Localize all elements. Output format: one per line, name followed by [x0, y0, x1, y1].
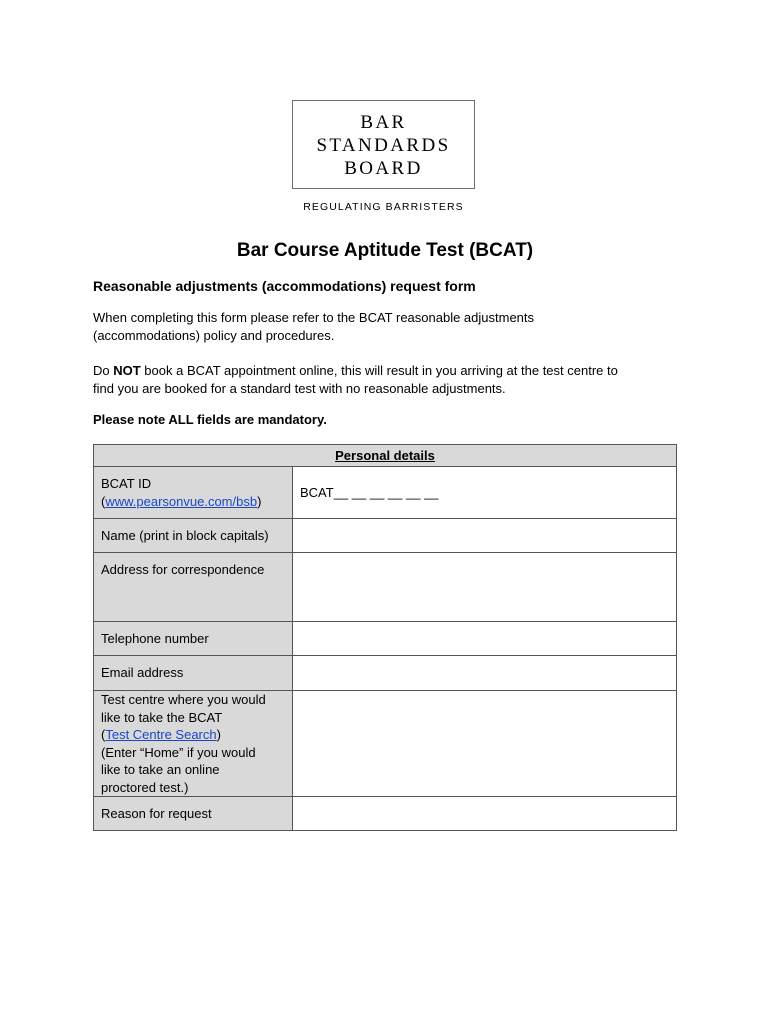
intro-paragraph [93, 309, 683, 344]
reason-field[interactable] [293, 797, 677, 831]
telephone-field[interactable] [293, 622, 677, 656]
test-centre-line-2: like to take the BCAT [101, 709, 223, 725]
bcat-id-value: BCAT__ __ __ __ __ __ [300, 485, 439, 500]
bcat-id-label-text: BCAT ID [101, 476, 152, 491]
paren-open: ( [101, 727, 106, 742]
name-field[interactable] [293, 519, 677, 553]
warning-paragraph [93, 362, 683, 397]
intro-line-2: (accommodations) policy and procedures. [93, 327, 335, 343]
test-centre-search-link[interactable]: Test Centre Search [105, 727, 217, 742]
test-centre-line-5: like to take an online [101, 762, 220, 777]
paren-close: ) [216, 727, 221, 742]
mandatory-note: Please note ALL fields are mandatory. [93, 412, 327, 427]
test-centre-line-4: (Enter “Home” if you would [101, 744, 256, 760]
logo-line-3: BOARD [344, 158, 423, 179]
email-field[interactable] [293, 656, 677, 691]
warning-emphasis: NOT [113, 363, 141, 378]
address-label: Address for correspondence [94, 553, 293, 622]
address-field[interactable] [293, 553, 677, 622]
email-label: Email address [94, 656, 293, 691]
page-title: Bar Course Aptitude Test (BCAT) [236, 240, 534, 261]
warning-prefix: Do [93, 363, 114, 378]
table-header: Personal details [94, 445, 677, 467]
warning-line-1 [93, 362, 683, 380]
form-subtitle: Reasonable adjustments (accommodations) request form [93, 278, 476, 294]
bcat-id-field[interactable] [293, 467, 677, 519]
personal-details-table [93, 444, 677, 831]
test-centre-label [94, 691, 293, 797]
warning-line-2: find you are booked for a standard test with no reasonable adjustments. [93, 380, 506, 396]
paren-close: ) [257, 493, 262, 509]
test-centre-line-6: proctored test.) [101, 779, 189, 795]
logo-tagline: REGULATING BARRISTERS [303, 201, 464, 213]
bcat-id-label [94, 467, 293, 519]
warning-rest: book a BCAT appointment online, this will result in you arriving at the test centre to [140, 363, 618, 378]
logo-line-2: STANDARDS [316, 135, 451, 156]
pearsonvue-link[interactable]: www.pearsonvue.com/bsb [105, 493, 258, 509]
logo-line-1: BAR [360, 112, 407, 133]
intro-line-1: When completing this form please refer to the BCAT reasonable adjustments [93, 310, 535, 325]
test-centre-line-1: Test centre where you would [101, 692, 266, 707]
paren-open: ( [101, 493, 106, 509]
reason-label: Reason for request [94, 797, 293, 831]
test-centre-field[interactable] [293, 691, 677, 797]
name-label: Name (print in block capitals) [94, 519, 293, 553]
bsb-logo [292, 100, 475, 189]
telephone-label: Telephone number [94, 622, 293, 656]
